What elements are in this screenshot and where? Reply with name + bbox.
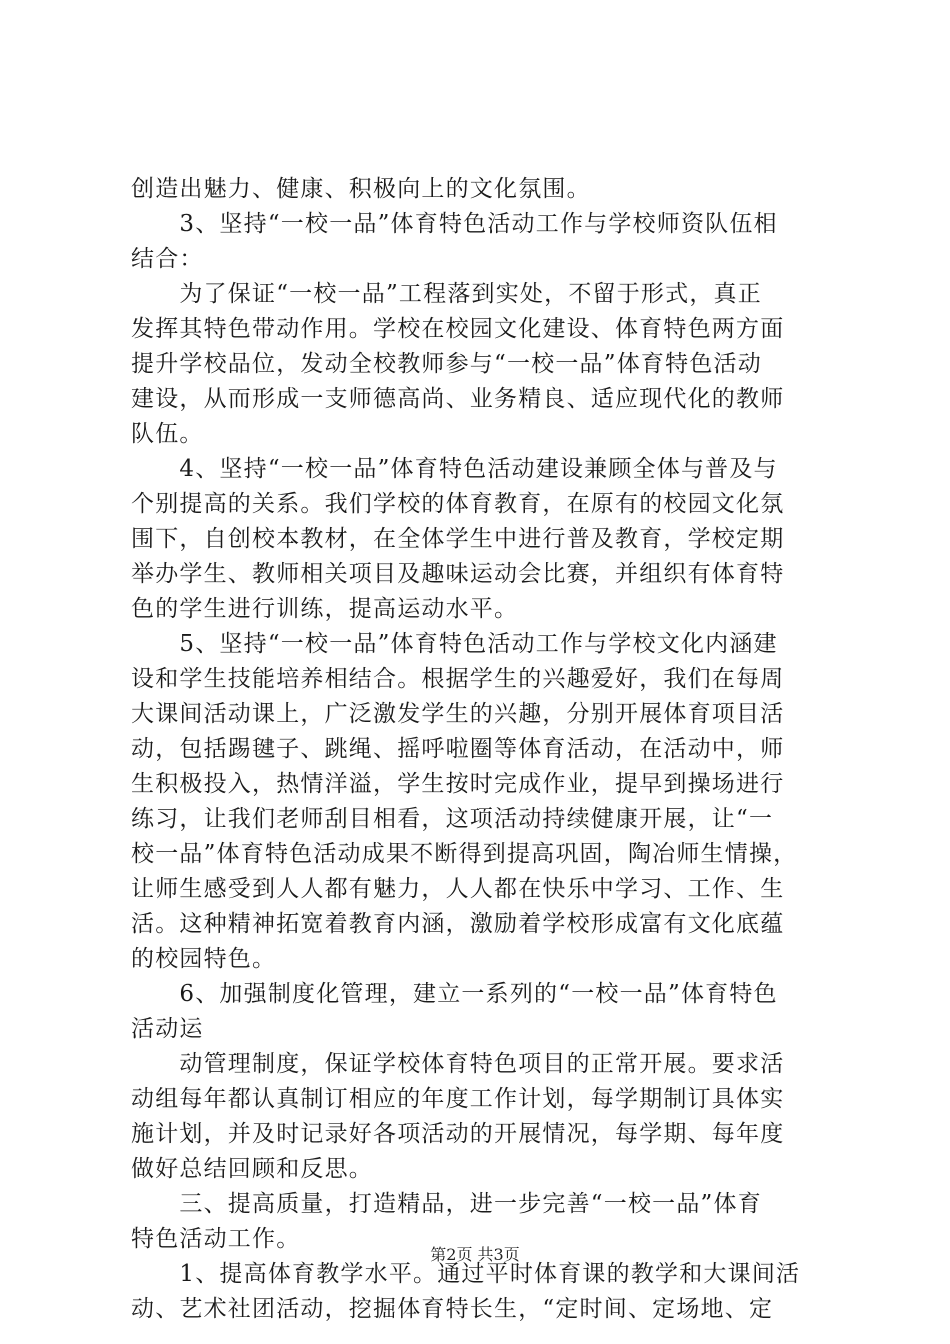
text-line: 施计划，并及时记录好各项活动的开展情况，每学期、每年度 [131,1121,785,1147]
text-line: 让师生感受到人人都有魅力，人人都在快乐中学习、工作、生 [131,876,785,902]
text-line: 提升学校品位，发动全校教师参与“一校一品”体育特色活动 [131,351,762,377]
text-line: 3、坚持“一校一品”体育特色活动工作与学校师资队伍相 [131,211,778,237]
page-number-footer: 第2页 共3页 [430,1245,520,1264]
text-line: 围下，自创校本教材，在全体学生中进行普及教育，学校定期 [131,526,785,552]
text-line: 5、坚持“一校一品”体育特色活动工作与学校文化内涵建 [131,631,778,657]
text-line: 活。这种精神拓宽着教育内涵，激励着学校形成富有文化底蕴 [131,911,785,937]
text-line: 建设，从而形成一支师德高尚、业务精良、适应现代化的教师 [131,386,785,412]
text-line: 设和学生技能培养相结合。根据学生的兴趣爱好，我们在每周 [131,666,785,692]
text-line: 动，包括踢毽子、跳绳、摇呼啦圈等体育活动，在活动中，师 [131,736,785,762]
text-line: 动组每年都认真制订相应的年度工作计划，每学期制订具体实 [131,1086,785,1112]
text-line: 结合： [131,246,204,272]
text-line: 个别提高的关系。我们学校的体育教育，在原有的校园文化氛 [131,491,785,517]
document-body [131,172,831,1327]
text-line: 特色活动工作。 [131,1226,301,1252]
text-line: 的校园特色。 [131,946,277,972]
text-line: 1、提高体育教学水平。通过平时体育课的教学和大课间活 [131,1261,801,1287]
text-line: 校一品”体育特色活动成果不断得到提高巩固，陶冶师生情操， [131,841,798,867]
text-line: 活动运 [131,1016,204,1042]
text-line: 队伍。 [131,421,204,447]
text-line: 动、艺术社团活动，挖掘体育特长生，“定时间、定场地、定 [131,1296,774,1322]
text-line: 生积极投入，热情洋溢，学生按时完成作业，提早到操场进行 [131,771,785,797]
text-line: 练习，让我们老师刮目相看，这项活动持续健康开展，让“一 [131,806,774,832]
text-line: 大课间活动课上，广泛激发学生的兴趣，分别开展体育项目活 [131,701,785,727]
text-line: 6、加强制度化管理，建立一系列的“一校一品”体育特色 [131,981,778,1007]
text-line: 举办学生、教师相关项目及趣味运动会比赛，并组织有体育特 [131,561,785,587]
text-line: 为了保证“一校一品”工程落到实处，不留于形式，真正 [131,281,762,307]
text-line: 做好总结回顾和反思。 [131,1156,373,1182]
text-line: 三、提高质量，打造精品，进一步完善“一校一品”体育 [131,1191,762,1217]
text-line: 动管理制度，保证学校体育特色项目的正常开展。要求活 [131,1051,785,1077]
text-line: 色的学生进行训练，提高运动水平。 [131,596,519,622]
text-line: 创造出魅力、健康、积极向上的文化氛围。 [131,176,591,202]
text-line: 4、坚持“一校一品”体育特色活动建设兼顾全体与普及与 [131,456,778,482]
text-line: 发挥其特色带动作用。学校在校园文化建设、体育特色两方面 [131,316,785,342]
